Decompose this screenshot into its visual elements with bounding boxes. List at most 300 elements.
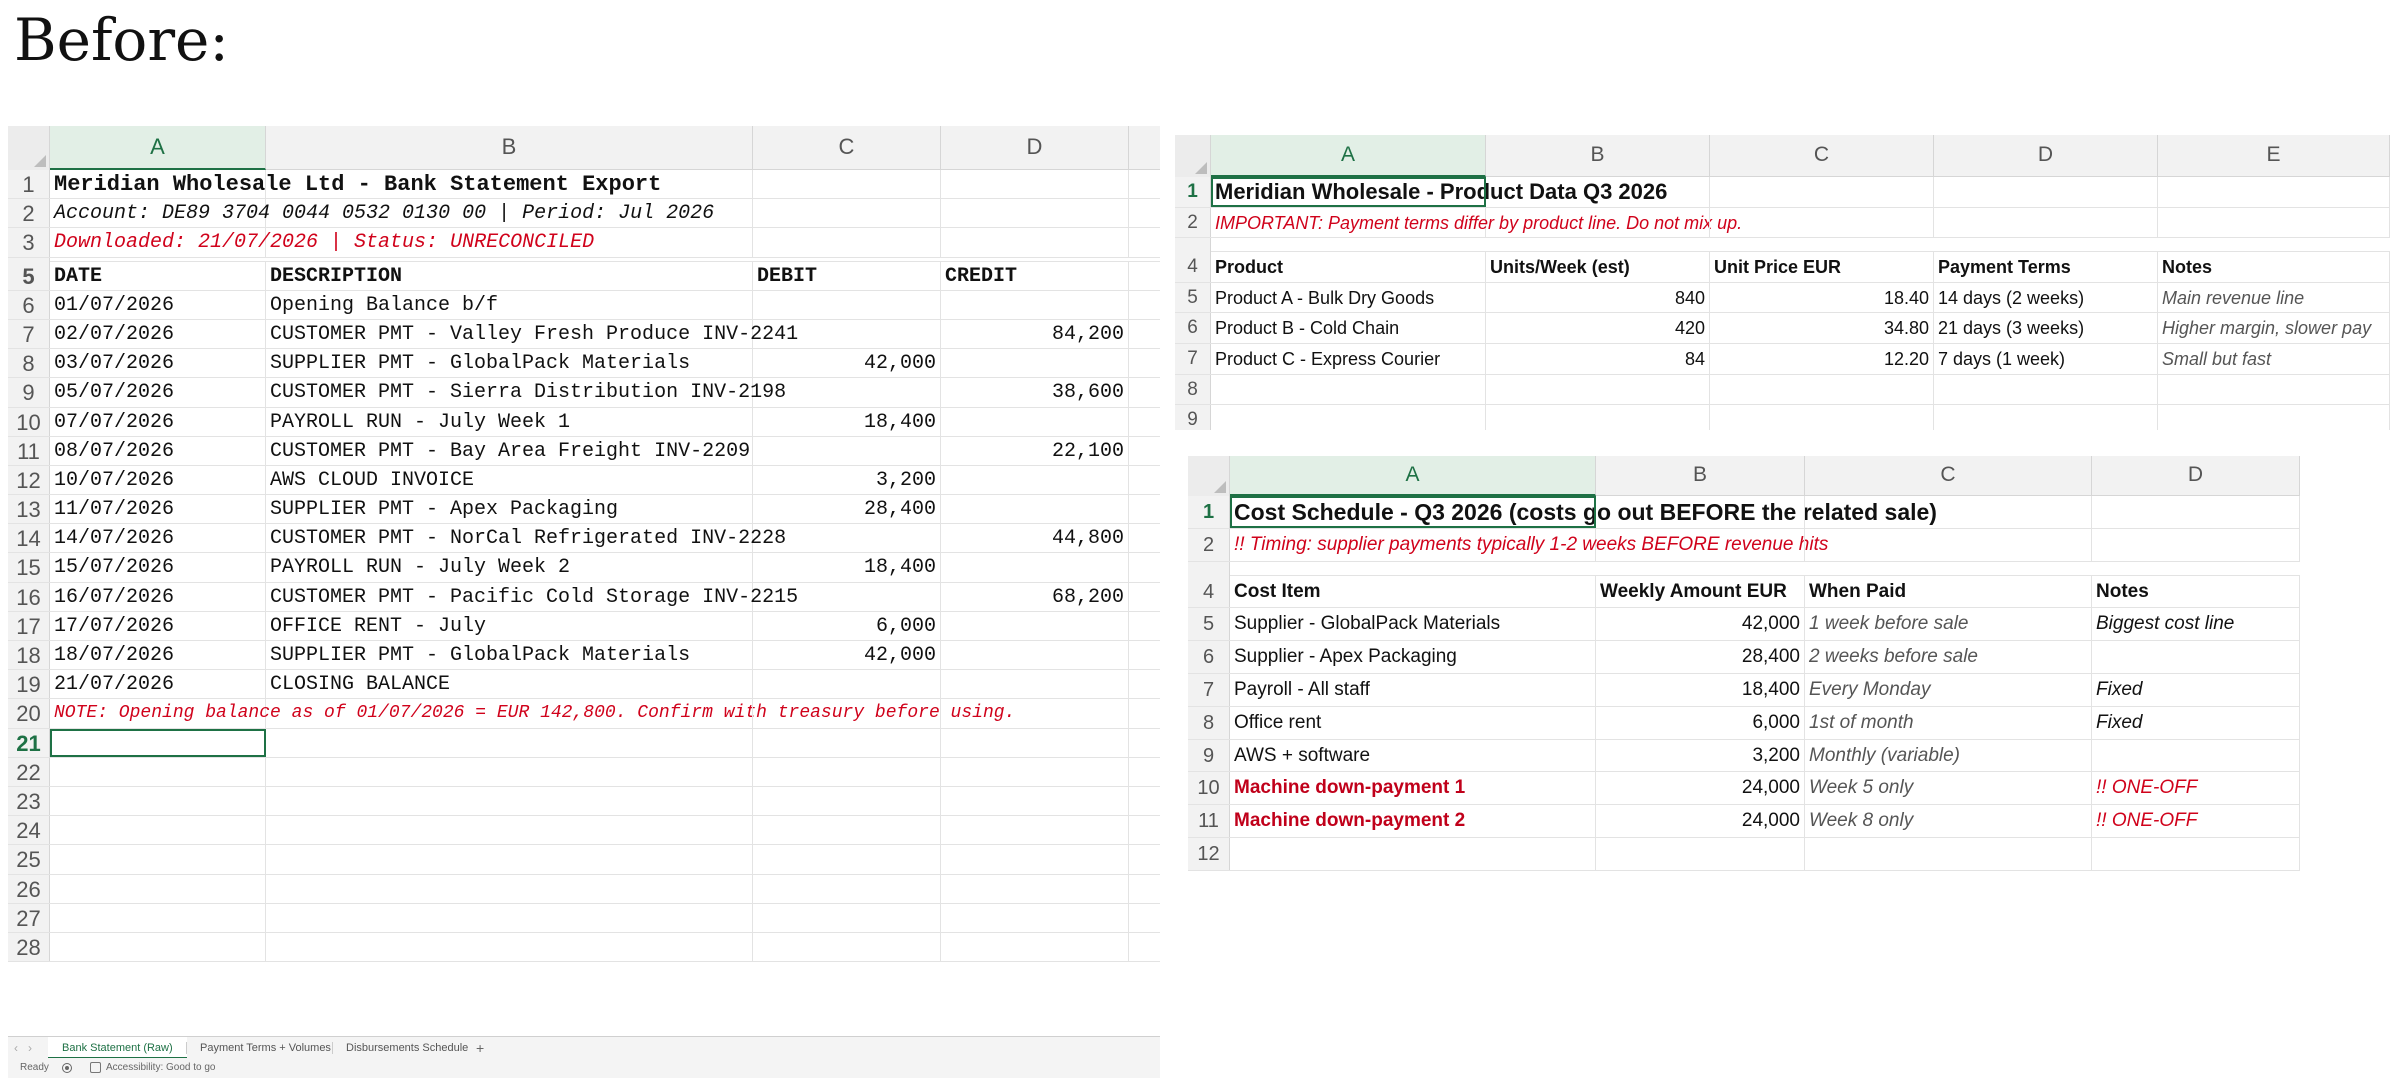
notes-cell[interactable]: Biggest cost line xyxy=(2092,608,2300,640)
cell-a[interactable] xyxy=(50,816,266,844)
table-row xyxy=(1175,313,2390,344)
table-row xyxy=(1188,608,2300,641)
cell-b[interactable] xyxy=(1596,529,1805,561)
cell-d[interactable] xyxy=(1934,375,2158,405)
cell-b[interactable] xyxy=(1596,838,1805,870)
cell-a[interactable] xyxy=(1211,405,1486,430)
notes-header[interactable]: Notes xyxy=(2158,252,2390,282)
credit-cell[interactable] xyxy=(941,349,1129,377)
notes-cell[interactable]: Small but fast xyxy=(2158,344,2390,374)
row-header[interactable]: 5 xyxy=(1175,283,1211,313)
credit-cell[interactable]: 84,200 xyxy=(941,320,1129,348)
description-cell[interactable]: CUSTOMER PMT - Pacific Cold Storage INV-2215 xyxy=(266,583,753,611)
cell-b[interactable] xyxy=(266,816,753,844)
row-header[interactable]: 24 xyxy=(8,816,50,844)
weekly-amount-cell[interactable]: 3,200 xyxy=(1596,740,1805,772)
select-all-corner[interactable] xyxy=(1175,135,1211,177)
notes-cell[interactable]: !! ONE-OFF xyxy=(2092,805,2300,837)
cell-c[interactable] xyxy=(1805,529,2092,561)
download-status-cell[interactable]: Downloaded: 21/07/2026 | Status: UNRECONCILED xyxy=(50,228,266,256)
credit-cell[interactable]: 22,100 xyxy=(941,437,1129,465)
debit-cell[interactable]: 18,400 xyxy=(753,408,941,436)
debit-header[interactable]: DEBIT xyxy=(753,262,941,290)
when-paid-cell[interactable]: 1 week before sale xyxy=(1805,608,2092,640)
cell-e[interactable] xyxy=(2158,177,2390,207)
cell-c[interactable] xyxy=(753,729,941,757)
product-header[interactable]: Product xyxy=(1211,252,1486,282)
description-header[interactable]: DESCRIPTION xyxy=(266,262,753,290)
unit-price-cell[interactable]: 34.80 xyxy=(1710,313,1934,343)
weekly-amount-cell[interactable]: 42,000 xyxy=(1596,608,1805,640)
row-header[interactable]: 7 xyxy=(1188,674,1230,706)
row-header[interactable]: 4 xyxy=(1175,252,1211,282)
cell-a[interactable] xyxy=(1230,838,1596,870)
notes-cell[interactable]: Main revenue line xyxy=(2158,283,2390,313)
debit-cell[interactable]: 42,000 xyxy=(753,641,941,669)
cell-b[interactable] xyxy=(1486,405,1710,430)
row-header[interactable]: 28 xyxy=(8,933,50,961)
weekly-amount-cell[interactable]: 28,400 xyxy=(1596,641,1805,673)
date-cell[interactable]: 07/07/2026 xyxy=(50,408,266,436)
row-header[interactable]: 22 xyxy=(8,758,50,786)
tab-scroll-left-icon[interactable]: ‹ xyxy=(14,1041,18,1055)
cell-b[interactable] xyxy=(1486,208,1710,238)
table-row xyxy=(1188,805,2300,838)
payment-terms-header[interactable]: Payment Terms xyxy=(1934,252,2158,282)
cost-schedule-sheet xyxy=(1188,456,2300,872)
cell-d[interactable] xyxy=(941,170,1129,198)
credit-cell[interactable] xyxy=(941,553,1129,581)
cell-a[interactable] xyxy=(50,875,266,903)
cell-b[interactable] xyxy=(266,699,753,727)
units-week-cell[interactable]: 84 xyxy=(1486,344,1710,374)
row-header[interactable]: 11 xyxy=(1188,805,1230,837)
cell-c[interactable] xyxy=(1710,375,1934,405)
cell-c[interactable] xyxy=(753,170,941,198)
table-row xyxy=(8,845,1160,874)
cell-d[interactable] xyxy=(2092,529,2300,561)
cost-item-cell[interactable]: AWS + software xyxy=(1230,740,1596,772)
add-sheet-button[interactable]: + xyxy=(476,1040,485,1056)
cell-a[interactable] xyxy=(50,933,266,961)
cell-c[interactable] xyxy=(753,875,941,903)
row-header[interactable]: 8 xyxy=(1175,375,1211,405)
accessibility-status[interactable]: Accessibility: Good to go xyxy=(106,1062,216,1073)
row-header[interactable]: 23 xyxy=(8,787,50,815)
payment-terms-cell[interactable]: 14 days (2 weeks) xyxy=(1934,283,2158,313)
accessibility-icon[interactable] xyxy=(90,1062,101,1073)
cell-d[interactable] xyxy=(941,787,1129,815)
cell-b[interactable] xyxy=(266,787,753,815)
description-cell[interactable]: CUSTOMER PMT - NorCal Refrigerated INV-2228 xyxy=(266,524,753,552)
cell-a[interactable] xyxy=(50,904,266,932)
row-header[interactable]: 1 xyxy=(1188,496,1230,528)
product-cell[interactable]: Product B - Cold Chain xyxy=(1211,313,1486,343)
sheet-grid xyxy=(1188,496,2300,871)
cost-item-cell[interactable]: Machine down-payment 1 xyxy=(1230,772,1596,804)
column-header-a[interactable]: A xyxy=(1230,456,1596,496)
row-header[interactable]: 12 xyxy=(8,466,50,494)
row-header[interactable]: 14 xyxy=(8,524,50,552)
when-paid-header[interactable]: When Paid xyxy=(1805,576,2092,608)
cell-c[interactable] xyxy=(753,816,941,844)
debit-cell[interactable] xyxy=(753,378,941,406)
table-row xyxy=(1175,375,2390,406)
debit-cell[interactable]: 3,200 xyxy=(753,466,941,494)
row-header[interactable]: 10 xyxy=(1188,772,1230,804)
cell-d[interactable] xyxy=(941,699,1129,727)
cell-d[interactable] xyxy=(941,199,1129,227)
description-cell[interactable]: CUSTOMER PMT - Sierra Distribution INV-2198 xyxy=(266,378,753,406)
opening-balance-note[interactable]: NOTE: Opening balance as of 01/07/2026 = EUR 142,800. Confirm with treasury before using. xyxy=(50,699,266,727)
hidden-row xyxy=(1188,562,2300,576)
table-row xyxy=(8,228,1160,257)
weekly-amount-cell[interactable]: 24,000 xyxy=(1596,805,1805,837)
description-cell[interactable]: AWS CLOUD INVOICE xyxy=(266,466,753,494)
table-row xyxy=(8,875,1160,904)
debit-cell[interactable]: 28,400 xyxy=(753,495,941,523)
cell-b[interactable] xyxy=(266,933,753,961)
when-paid-cell[interactable]: 1st of month xyxy=(1805,707,2092,739)
tab-bank-statement-raw[interactable]: Bank Statement (Raw) xyxy=(48,1037,187,1059)
cell-c[interactable] xyxy=(753,787,941,815)
row-header[interactable]: 3 xyxy=(8,228,50,256)
table-row xyxy=(8,170,1160,199)
row-header[interactable]: 15 xyxy=(8,553,50,581)
column-header-d[interactable]: D xyxy=(1934,135,2158,177)
table-header-row xyxy=(1175,252,2390,283)
payment-terms-cell[interactable]: 7 days (1 week) xyxy=(1934,344,2158,374)
row-header[interactable]: 19 xyxy=(8,670,50,698)
cell-b[interactable] xyxy=(1486,375,1710,405)
cell-c[interactable] xyxy=(753,199,941,227)
product-cell[interactable]: Product A - Bulk Dry Goods xyxy=(1211,283,1486,313)
row-header[interactable]: 17 xyxy=(8,612,50,640)
date-cell[interactable]: 01/07/2026 xyxy=(50,291,266,319)
row-header[interactable]: 2 xyxy=(1188,529,1230,561)
when-paid-cell[interactable]: Monthly (variable) xyxy=(1805,740,2092,772)
row-header[interactable]: 5 xyxy=(1188,608,1230,640)
cell-c[interactable] xyxy=(753,758,941,786)
cell-c[interactable] xyxy=(753,845,941,873)
row-header[interactable]: 9 xyxy=(1175,405,1211,430)
cell-d[interactable] xyxy=(941,816,1129,844)
table-row xyxy=(8,349,1160,378)
column-header-c[interactable]: C xyxy=(1710,135,1934,177)
date-cell[interactable]: 21/07/2026 xyxy=(50,670,266,698)
row-header[interactable]: 7 xyxy=(1175,344,1211,374)
cell-c[interactable] xyxy=(1710,405,1934,430)
row-header[interactable]: 1 xyxy=(1175,177,1211,207)
product-cell[interactable]: Product C - Express Courier xyxy=(1211,344,1486,374)
date-cell[interactable]: 05/07/2026 xyxy=(50,378,266,406)
select-all-corner[interactable] xyxy=(1188,456,1230,496)
row-header[interactable]: 9 xyxy=(8,378,50,406)
when-paid-cell[interactable]: Week 5 only xyxy=(1805,772,2092,804)
cell-d[interactable] xyxy=(2092,838,2300,870)
column-header-a[interactable]: A xyxy=(50,126,266,170)
cell-e[interactable] xyxy=(2158,375,2390,405)
row-header[interactable]: 25 xyxy=(8,845,50,873)
debit-cell[interactable] xyxy=(753,524,941,552)
table-row xyxy=(1188,529,2300,562)
weekly-amount-cell[interactable]: 24,000 xyxy=(1596,772,1805,804)
row-header[interactable]: 21 xyxy=(8,729,50,757)
weekly-amount-cell[interactable]: 18,400 xyxy=(1596,674,1805,706)
table-row xyxy=(8,933,1160,962)
active-cell-a21[interactable] xyxy=(50,729,266,757)
cost-item-cell[interactable]: Office rent xyxy=(1230,707,1596,739)
cell-b[interactable] xyxy=(1596,496,1805,528)
tab-scroll-right-icon[interactable]: › xyxy=(28,1041,32,1055)
cell-b[interactable] xyxy=(1486,177,1710,207)
cell-c[interactable] xyxy=(753,699,941,727)
weekly-amount-cell[interactable]: 6,000 xyxy=(1596,707,1805,739)
row-header[interactable]: 8 xyxy=(8,349,50,377)
column-header-bar xyxy=(1188,456,2300,496)
date-header[interactable]: DATE xyxy=(50,262,266,290)
sheet-title-cell[interactable]: Meridian Wholesale Ltd - Bank Statement Export xyxy=(50,170,266,198)
table-row xyxy=(8,787,1160,816)
cell-d[interactable] xyxy=(941,933,1129,961)
table-row xyxy=(8,466,1160,495)
cell-d[interactable] xyxy=(941,729,1129,757)
table-row xyxy=(8,729,1160,758)
description-cell[interactable]: Opening Balance b/f xyxy=(266,291,753,319)
cell-c[interactable] xyxy=(753,933,941,961)
units-week-header[interactable]: Units/Week (est) xyxy=(1486,252,1710,282)
unit-price-cell[interactable]: 18.40 xyxy=(1710,283,1934,313)
notes-cell[interactable]: Higher margin, slower pay xyxy=(2158,313,2390,343)
row-header[interactable]: 6 xyxy=(1188,641,1230,673)
cell-e[interactable] xyxy=(2158,405,2390,430)
cell-c[interactable] xyxy=(1805,838,2092,870)
column-header-e[interactable]: E xyxy=(2158,135,2390,177)
table-row xyxy=(8,699,1160,728)
select-all-corner[interactable] xyxy=(8,126,50,170)
row-header[interactable]: 9 xyxy=(1188,740,1230,772)
table-row xyxy=(8,408,1160,437)
credit-cell[interactable] xyxy=(941,495,1129,523)
cell-d[interactable] xyxy=(941,845,1129,873)
table-header-row xyxy=(8,262,1160,291)
credit-cell[interactable] xyxy=(941,612,1129,640)
cell-d[interactable] xyxy=(941,904,1129,932)
cell-c[interactable] xyxy=(1710,208,1934,238)
when-paid-cell[interactable]: Every Monday xyxy=(1805,674,2092,706)
row-header[interactable]: 16 xyxy=(8,583,50,611)
notes-cell[interactable]: !! ONE-OFF xyxy=(2092,772,2300,804)
credit-cell[interactable]: 38,600 xyxy=(941,378,1129,406)
description-cell[interactable]: PAYROLL RUN - July Week 1 xyxy=(266,408,753,436)
description-cell[interactable]: CUSTOMER PMT - Bay Area Freight INV-2209 xyxy=(266,437,753,465)
credit-cell[interactable] xyxy=(941,670,1129,698)
cell-d[interactable] xyxy=(1934,405,2158,430)
date-cell[interactable]: 08/07/2026 xyxy=(50,437,266,465)
when-paid-cell[interactable]: 2 weeks before sale xyxy=(1805,641,2092,673)
description-cell[interactable]: SUPPLIER PMT - GlobalPack Materials xyxy=(266,349,753,377)
unit-price-header[interactable]: Unit Price EUR xyxy=(1710,252,1934,282)
column-header-b[interactable]: B xyxy=(1486,135,1710,177)
row-header[interactable]: 2 xyxy=(8,199,50,227)
credit-cell[interactable] xyxy=(941,291,1129,319)
column-header-d[interactable]: D xyxy=(941,126,1129,170)
row-header[interactable]: 7 xyxy=(8,320,50,348)
column-header-bar xyxy=(8,126,1160,170)
cell-b[interactable] xyxy=(266,199,753,227)
date-cell[interactable]: 15/07/2026 xyxy=(50,553,266,581)
debit-cell[interactable]: 18,400 xyxy=(753,553,941,581)
credit-cell[interactable]: 44,800 xyxy=(941,524,1129,552)
credit-cell[interactable] xyxy=(941,466,1129,494)
important-note-cell[interactable]: IMPORTANT: Payment terms differ by product line. Do not mix up. xyxy=(1211,208,1486,238)
cell-c[interactable] xyxy=(1805,496,2092,528)
debit-cell[interactable] xyxy=(753,291,941,319)
description-cell[interactable]: OFFICE RENT - July xyxy=(266,612,753,640)
credit-cell[interactable] xyxy=(941,408,1129,436)
row-header[interactable]: 8 xyxy=(1188,707,1230,739)
cell-a[interactable] xyxy=(50,787,266,815)
payment-terms-cell[interactable]: 21 days (3 weeks) xyxy=(1934,313,2158,343)
cell-b[interactable] xyxy=(266,170,753,198)
debit-cell[interactable]: 42,000 xyxy=(753,349,941,377)
timing-warning-cell[interactable]: !! Timing: supplier payments typically 1-2 weeks BEFORE revenue hits xyxy=(1230,529,1596,561)
description-cell[interactable]: PAYROLL RUN - July Week 2 xyxy=(266,553,753,581)
cell-b[interactable] xyxy=(266,904,753,932)
date-cell[interactable]: 16/07/2026 xyxy=(50,583,266,611)
row-header[interactable]: 5 xyxy=(8,262,50,290)
column-header-d[interactable]: D xyxy=(2092,456,2300,496)
cell-b[interactable] xyxy=(266,758,753,786)
credit-cell[interactable] xyxy=(941,641,1129,669)
cell-c[interactable] xyxy=(753,904,941,932)
row-header[interactable]: 6 xyxy=(8,291,50,319)
when-paid-cell[interactable]: Week 8 only xyxy=(1805,805,2092,837)
row-header[interactable]: 26 xyxy=(8,875,50,903)
account-info-cell[interactable]: Account: DE89 3704 0044 0532 0130 00 | Period: Jul 2026 xyxy=(50,199,266,227)
date-cell[interactable]: 10/07/2026 xyxy=(50,466,266,494)
date-cell[interactable]: 03/07/2026 xyxy=(50,349,266,377)
sheet-title-cell[interactable]: Meridian Wholesale - Product Data Q3 2026 xyxy=(1211,177,1486,207)
row-header[interactable]: 27 xyxy=(8,904,50,932)
description-cell[interactable]: SUPPLIER PMT - Apex Packaging xyxy=(266,495,753,523)
cell-d[interactable] xyxy=(941,228,1129,256)
row-header[interactable]: 11 xyxy=(8,437,50,465)
row-header[interactable]: 1 xyxy=(8,170,50,198)
cell-a[interactable] xyxy=(50,758,266,786)
table-row xyxy=(8,320,1160,349)
date-cell[interactable]: 14/07/2026 xyxy=(50,524,266,552)
debit-cell[interactable] xyxy=(753,320,941,348)
column-header-c[interactable]: C xyxy=(753,126,941,170)
table-row xyxy=(1175,208,2390,239)
unit-price-cell[interactable]: 12.20 xyxy=(1710,344,1934,374)
notes-cell[interactable] xyxy=(2092,740,2300,772)
row-header[interactable]: 2 xyxy=(1175,208,1211,238)
notes-cell[interactable] xyxy=(2092,641,2300,673)
description-cell[interactable]: CLOSING BALANCE xyxy=(266,670,753,698)
row-header[interactable]: 10 xyxy=(8,408,50,436)
row-header xyxy=(1188,562,1230,576)
table-row xyxy=(8,495,1160,524)
before-heading: Before: xyxy=(14,6,229,74)
cost-item-cell[interactable]: Machine down-payment 2 xyxy=(1230,805,1596,837)
column-header-c[interactable]: C xyxy=(1805,456,2092,496)
notes-header[interactable]: Notes xyxy=(2092,576,2300,608)
bank-statement-sheet xyxy=(8,126,1160,1078)
column-header-b[interactable]: B xyxy=(266,126,753,170)
cell-d[interactable] xyxy=(941,875,1129,903)
date-cell[interactable]: 18/07/2026 xyxy=(50,641,266,669)
cell-a[interactable] xyxy=(1211,375,1486,405)
weekly-amount-header[interactable]: Weekly Amount EUR xyxy=(1596,576,1805,608)
tab-disbursements-schedule[interactable]: Disbursements Schedule xyxy=(332,1037,482,1059)
cell-c[interactable] xyxy=(753,228,941,256)
row-header[interactable]: 4 xyxy=(1188,576,1230,608)
row-header[interactable]: 12 xyxy=(1188,838,1230,870)
cell-b[interactable] xyxy=(266,875,753,903)
date-cell[interactable]: 02/07/2026 xyxy=(50,320,266,348)
ready-status: Ready xyxy=(20,1062,49,1073)
table-row xyxy=(8,553,1160,582)
row-header[interactable]: 6 xyxy=(1175,313,1211,343)
cell-c[interactable] xyxy=(1710,177,1934,207)
description-cell[interactable]: CUSTOMER PMT - Valley Fresh Produce INV-2241 xyxy=(266,320,753,348)
cell-d[interactable] xyxy=(2092,496,2300,528)
debit-cell[interactable] xyxy=(753,583,941,611)
units-week-cell[interactable]: 840 xyxy=(1486,283,1710,313)
column-header-b[interactable]: B xyxy=(1596,456,1805,496)
units-week-cell[interactable]: 420 xyxy=(1486,313,1710,343)
cell-d[interactable] xyxy=(1934,177,2158,207)
cell-b[interactable] xyxy=(266,845,753,873)
row-header[interactable]: 20 xyxy=(8,699,50,727)
table-row xyxy=(1175,344,2390,375)
cell-b[interactable] xyxy=(266,228,753,256)
debit-cell[interactable] xyxy=(753,437,941,465)
notes-cell[interactable]: Fixed xyxy=(2092,674,2300,706)
row-header[interactable]: 18 xyxy=(8,641,50,669)
column-header-a[interactable]: A xyxy=(1211,135,1486,177)
description-cell[interactable]: SUPPLIER PMT - GlobalPack Materials xyxy=(266,641,753,669)
cost-item-cell[interactable]: Payroll - All staff xyxy=(1230,674,1596,706)
macro-record-icon[interactable] xyxy=(62,1063,72,1073)
table-row xyxy=(8,758,1160,787)
credit-header[interactable]: CREDIT xyxy=(941,262,1129,290)
tab-payment-terms-volumes[interactable]: Payment Terms + Volumes xyxy=(186,1037,345,1059)
cost-item-cell[interactable]: Supplier - Apex Packaging xyxy=(1230,641,1596,673)
notes-cell[interactable]: Fixed xyxy=(2092,707,2300,739)
date-cell[interactable]: 11/07/2026 xyxy=(50,495,266,523)
cell-b[interactable] xyxy=(266,729,753,757)
table-row xyxy=(8,437,1160,466)
row-header[interactable]: 13 xyxy=(8,495,50,523)
table-row xyxy=(8,670,1160,699)
table-row xyxy=(8,816,1160,845)
debit-cell[interactable]: 6,000 xyxy=(753,612,941,640)
cell-a[interactable] xyxy=(50,845,266,873)
cell-d[interactable] xyxy=(941,758,1129,786)
cost-item-cell[interactable]: Supplier - GlobalPack Materials xyxy=(1230,608,1596,640)
sheet-title-cell[interactable]: Cost Schedule - Q3 2026 (costs go out BEFORE the related sale) xyxy=(1230,496,1596,528)
cell-e[interactable] xyxy=(2158,208,2390,238)
cell-d[interactable] xyxy=(1934,208,2158,238)
debit-cell[interactable] xyxy=(753,670,941,698)
cost-item-header[interactable]: Cost Item xyxy=(1230,576,1596,608)
credit-cell[interactable]: 68,200 xyxy=(941,583,1129,611)
date-cell[interactable]: 17/07/2026 xyxy=(50,612,266,640)
table-row xyxy=(8,612,1160,641)
